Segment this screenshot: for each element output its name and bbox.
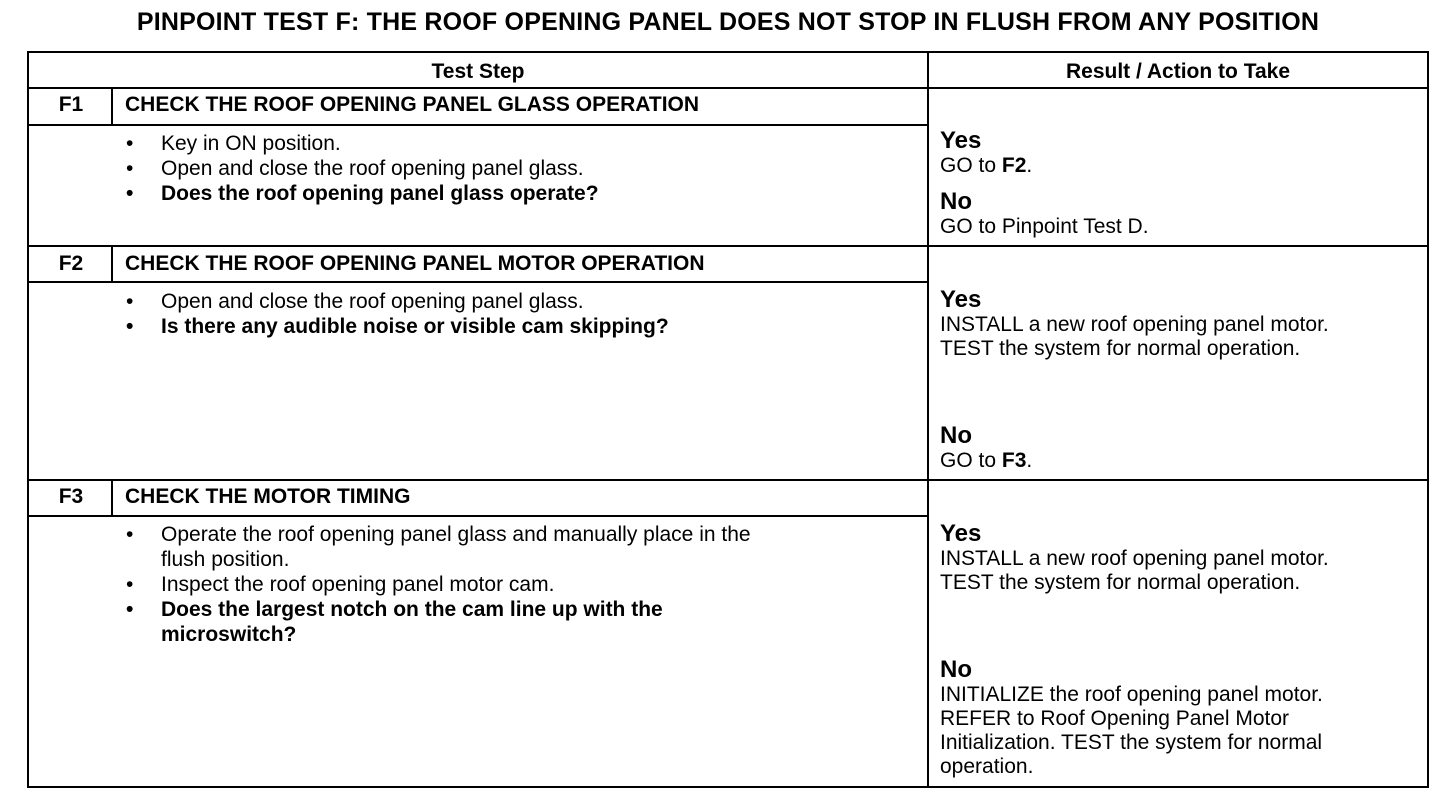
column-divider — [927, 53, 929, 786]
step-actions — [123, 131, 923, 206]
no-label: No — [940, 656, 972, 683]
no-action: Initialization. TEST the system for normal — [940, 731, 1323, 754]
result-no — [940, 423, 1420, 473]
action-question: • Is there any audible noise or visible cam skipping? — [126, 315, 669, 338]
header-test-step: Test Step — [431, 60, 525, 83]
action-item-continued: flush position. — [161, 548, 290, 571]
bullet-icon: • — [126, 157, 134, 180]
action-question: • Does the largest notch on the cam line up with the — [126, 598, 663, 621]
action-item: • Open and close the roof opening panel glass. — [126, 157, 584, 180]
yes-action: INSTALL a new roof opening panel motor. — [940, 313, 1329, 336]
bullet-icon: • — [126, 182, 134, 205]
step-title-divider — [29, 124, 927, 126]
yes-label: Yes — [940, 127, 982, 154]
bullet-icon: • — [126, 573, 134, 596]
action-item: • Open and close the roof opening panel glass. — [126, 290, 584, 313]
header-result: Result / Action to Take — [1065, 60, 1291, 83]
no-action: GO to Pinpoint Test D. — [940, 215, 1149, 238]
yes-target-link: F2 — [1001, 154, 1027, 177]
result-yes — [940, 128, 1420, 178]
step-id: F2 — [58, 252, 84, 275]
bullet-icon: • — [126, 132, 134, 155]
action-item: • Operate the roof opening panel glass and manually place in the — [126, 523, 751, 546]
step-title: CHECK THE MOTOR TIMING — [125, 485, 411, 508]
yes-action: GO to F2. — [940, 154, 1033, 177]
step-id: F1 — [58, 93, 84, 116]
step-title-divider — [29, 281, 927, 283]
step-divider — [29, 479, 1427, 481]
no-action: REFER to Roof Opening Panel Motor — [940, 707, 1290, 730]
result-no — [940, 189, 1420, 239]
result-yes — [940, 287, 1420, 361]
action-item: • Key in ON position. — [126, 132, 341, 155]
no-action: GO to F3. — [940, 449, 1033, 472]
yes-label: Yes — [940, 520, 982, 547]
step-actions — [123, 522, 923, 647]
step-actions — [123, 289, 923, 339]
action-question: • Does the roof opening panel glass operate? — [126, 182, 599, 205]
no-action: INITIALIZE the roof opening panel motor. — [940, 683, 1323, 706]
pinpoint-test-table — [27, 51, 1429, 788]
no-action: operation. — [940, 755, 1034, 778]
bullet-icon: • — [126, 290, 134, 313]
result-yes — [940, 521, 1420, 595]
yes-action: INSTALL a new roof opening panel motor. — [940, 547, 1329, 570]
yes-action: TEST the system for normal operation. — [940, 337, 1301, 360]
bullet-icon: • — [126, 315, 134, 338]
yes-action: TEST the system for normal operation. — [940, 571, 1301, 594]
bullet-icon: • — [126, 598, 134, 621]
step-title: CHECK THE ROOF OPENING PANEL MOTOR OPERATION — [125, 252, 705, 275]
bullet-icon: • — [126, 523, 134, 546]
step-title: CHECK THE ROOF OPENING PANEL GLASS OPERATION — [125, 93, 700, 116]
yes-label: Yes — [940, 286, 982, 313]
step-id: F3 — [58, 485, 84, 508]
no-target-link: F3 — [1001, 449, 1027, 472]
action-question-continued: microswitch? — [161, 623, 297, 646]
no-label: No — [940, 422, 972, 449]
result-no — [940, 657, 1420, 779]
action-item: • Inspect the roof opening panel motor cam. — [126, 573, 555, 596]
step-title-divider — [29, 515, 927, 517]
page-title: PINPOINT TEST F: THE ROOF OPENING PANEL DOES NOT STOP IN FLUSH FROM ANY POSITION — [136, 8, 1320, 36]
no-label: No — [940, 188, 972, 215]
step-divider — [29, 245, 1427, 247]
